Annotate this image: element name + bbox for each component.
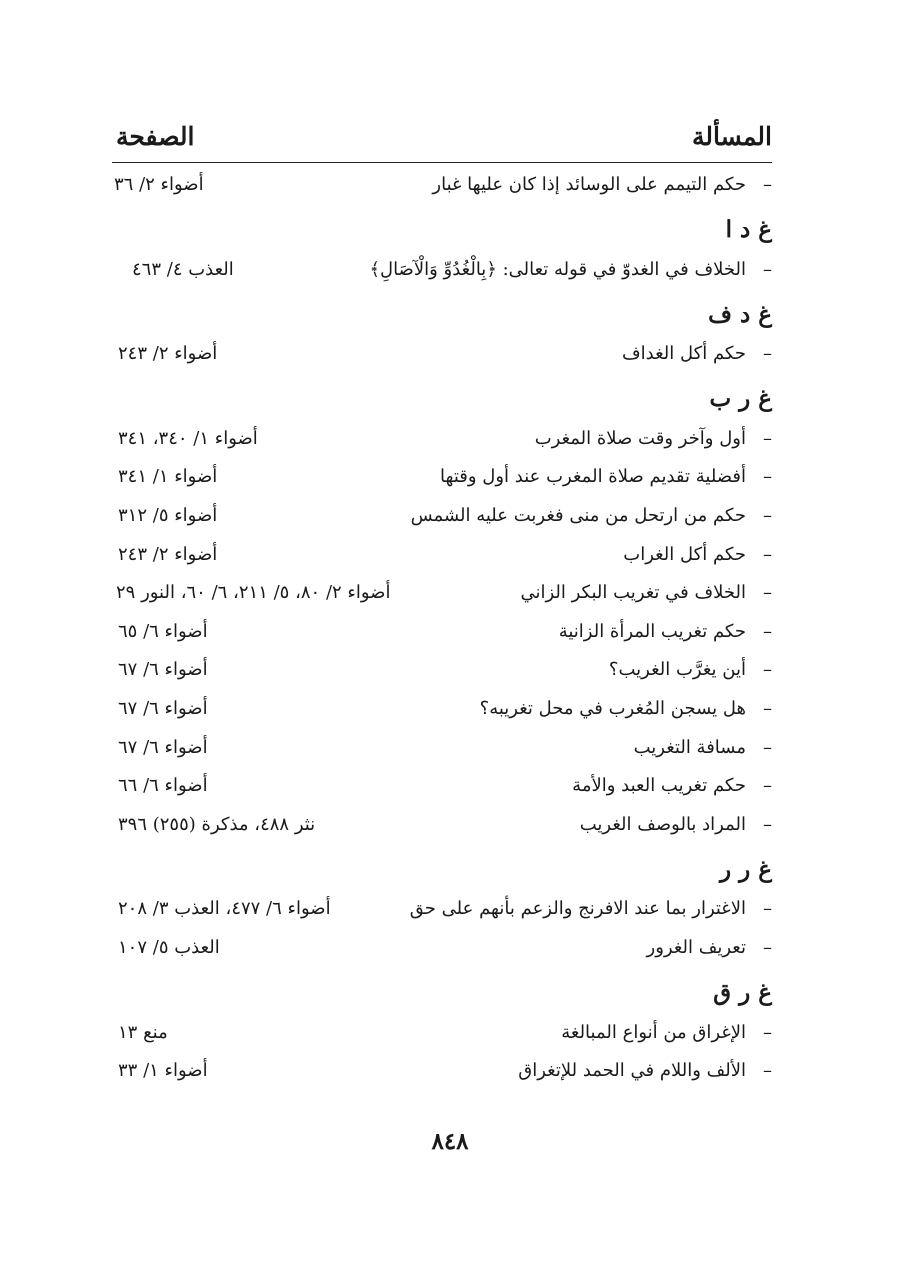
entry-dash: – xyxy=(763,697,772,719)
entry-dash: – xyxy=(763,543,772,565)
index-entry xyxy=(112,422,772,461)
entry-question: الخلاف في الغدوّ في قوله تعالى: ﴿بِالْغُدُوِّ وَالْآصَالِ﴾ xyxy=(369,258,746,280)
entry-page-ref: نثر ٤٨٨، مذكرة (٢٥٥) ٣٩٦ xyxy=(118,813,316,835)
entry-page-ref: أضواء ٦/ ٦٧ xyxy=(118,659,208,681)
entry-page-ref: أضواء ٦/ ٦٧ xyxy=(118,736,208,758)
index-entry xyxy=(112,499,772,538)
index-entry xyxy=(112,576,772,615)
entry-page-ref: أضواء ١/ ٣٤١ xyxy=(118,466,218,488)
entry-question: الألف واللام في الحمد للإتغراق xyxy=(518,1060,746,1082)
entry-question: الخلاف في تغريب البكر الزاني xyxy=(520,582,746,604)
index-entry xyxy=(112,731,772,770)
entry-question: حكم أكل الغراب xyxy=(623,543,746,565)
entry-page-ref: العذب ٥/ ١٠٧ xyxy=(118,936,220,958)
index-entry xyxy=(112,892,772,931)
entry-page-ref: أضواء ١/ ٣٤٠، ٣٤١ xyxy=(118,427,258,449)
index-entry xyxy=(112,538,772,577)
root-heading: غ ر ق xyxy=(713,979,772,1006)
entry-dash: – xyxy=(763,343,772,365)
root-heading: غ ر ب xyxy=(709,385,772,413)
entry-page-ref: أضواء ٦/ ٤٧٧، العذب ٣/ ٢٠٨ xyxy=(118,898,331,920)
entry-dash: – xyxy=(763,659,772,681)
table-header xyxy=(112,122,772,163)
entry-question: أفضلية تقديم صلاة المغرب عند أول وقتها xyxy=(440,466,746,488)
page-column-title: الصفحة xyxy=(116,122,195,151)
index-entry xyxy=(112,1016,772,1055)
entry-dash: – xyxy=(763,736,772,758)
entry-question: حكم أكل الغداف xyxy=(622,343,746,365)
index-entry xyxy=(112,931,772,970)
root-heading: غ د ا xyxy=(725,216,772,244)
entry-dash: – xyxy=(763,620,772,642)
entry-page-ref: أضواء ٢/ ٢٤٣ xyxy=(118,343,218,365)
index-entry xyxy=(112,653,772,692)
entry-page-ref: منع ١٣ xyxy=(118,1021,168,1043)
entry-page-ref: أضواء ٦/ ٦٧ xyxy=(118,697,208,719)
entry-dash: – xyxy=(763,813,772,835)
entry-question: الإغراق من أنواع المبالغة xyxy=(561,1021,746,1043)
index-entry xyxy=(112,253,772,292)
index-entry xyxy=(112,769,772,808)
entry-page-ref: أضواء ٢/ ٣٦ xyxy=(114,174,204,195)
entry-page-ref: أضواء ٢/ ٢٤٣ xyxy=(118,543,218,565)
entry-dash: – xyxy=(763,1060,772,1082)
entry-dash: – xyxy=(763,174,772,195)
entry-page-ref: العذب ٤/ ٤٦٣ xyxy=(132,258,234,280)
index-entry xyxy=(112,808,772,847)
entry-dash: – xyxy=(763,427,772,449)
entry-page-ref: أضواء ٥/ ٣١٢ xyxy=(118,504,218,526)
entry-question: حكم من ارتحل من منى فغربت عليه الشمس xyxy=(410,504,746,526)
entry-page-ref: أضواء ٢/ ٨٠، ٥/ ٢١١، ٦/ ٦٠، النور ٢٩ xyxy=(116,582,391,604)
index-entry xyxy=(112,1054,772,1093)
entry-page-ref: أضواء ١/ ٣٣ xyxy=(118,1060,208,1082)
entry-question: مسافة التغريب xyxy=(633,736,746,758)
entry-page-ref: أضواء ٦/ ٦٥ xyxy=(118,620,208,642)
entry-dash: – xyxy=(763,898,772,920)
index-entry xyxy=(112,692,772,731)
root-heading: غ ر ر xyxy=(720,855,772,883)
entry-question: حكم تغريب المرأة الزانية xyxy=(558,620,746,642)
entry-question: الاغترار بما عند الافرنج والزعم بأنهم على حق xyxy=(409,898,746,920)
entry-dash: – xyxy=(763,466,772,488)
index-entry xyxy=(112,615,772,654)
index-entry xyxy=(112,168,772,207)
entry-dash: – xyxy=(763,1021,772,1043)
index-entry xyxy=(112,460,772,499)
entry-question: أول وآخر وقت صلاة المغرب xyxy=(534,427,746,449)
page-number: ٨٤٨ xyxy=(431,1128,469,1155)
index-entry xyxy=(112,337,772,376)
entry-question: أين يغرَّب الغريب؟ xyxy=(608,659,746,681)
entry-dash: – xyxy=(763,775,772,797)
entry-page-ref: أضواء ٦/ ٦٦ xyxy=(118,775,208,797)
entry-question: حكم تغريب العبد والأمة xyxy=(572,775,746,797)
entry-dash: – xyxy=(763,936,772,958)
entry-dash: – xyxy=(763,582,772,604)
index-list xyxy=(112,168,772,1093)
question-column-title: المسألة xyxy=(692,122,772,151)
entry-question: تعريف الغرور xyxy=(646,936,746,958)
entry-dash: – xyxy=(763,258,772,280)
entry-question: حكم التيمم على الوسائد إذا كان عليها غبار xyxy=(432,174,746,195)
entry-dash: – xyxy=(763,504,772,526)
root-heading: غ د ف xyxy=(708,300,772,328)
entry-question: المراد بالوصف الغريب xyxy=(579,813,746,835)
entry-question: هل يسجن المُغرب في محل تغريبه؟ xyxy=(479,697,746,719)
